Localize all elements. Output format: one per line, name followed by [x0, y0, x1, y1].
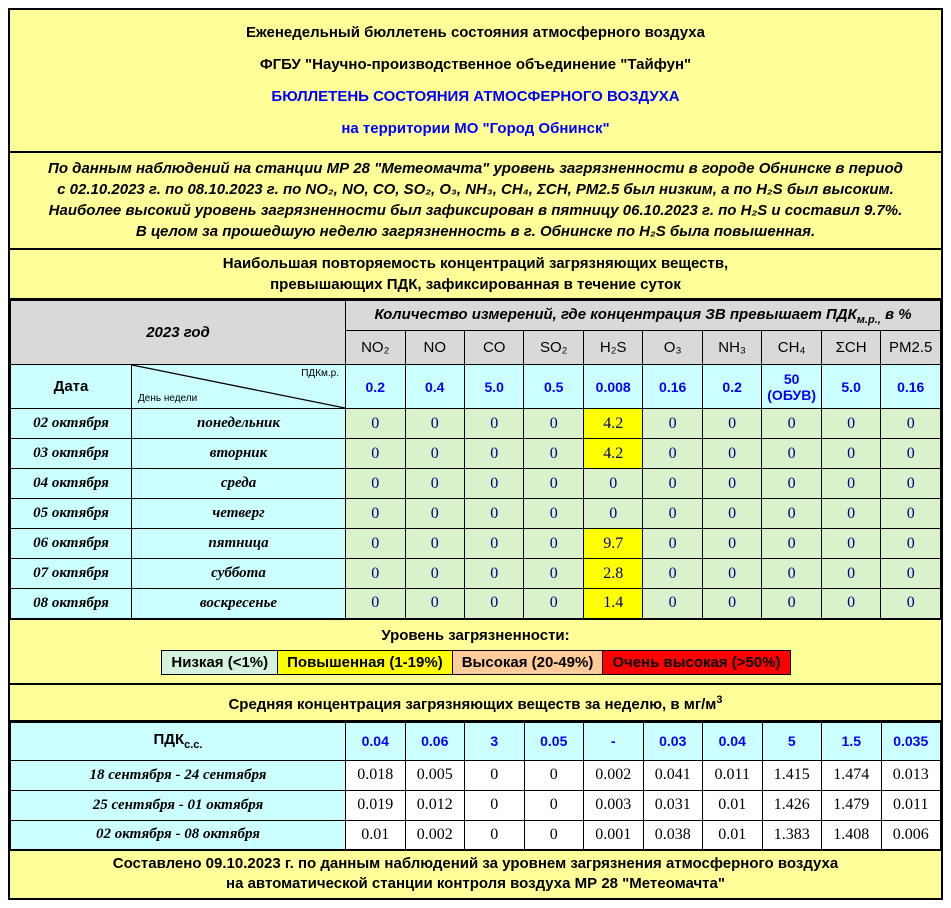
diagonal-split-cell	[132, 365, 346, 409]
exceedance-value-cell: 0	[405, 499, 464, 529]
exceedance-value-cell: 0	[524, 559, 583, 589]
exceedance-value-cell: 0	[702, 409, 761, 439]
exceedance-value-cell: 0	[346, 469, 405, 499]
legend-item: Высокая (20-49%)	[452, 650, 604, 675]
exceedance-value-cell: 0	[881, 499, 941, 529]
exceedance-value-cell: 0	[821, 559, 880, 589]
daily-exceedance-table	[10, 300, 941, 620]
pdk-ss-value: 0.035	[881, 722, 941, 760]
avg-value-cell: 0.001	[584, 820, 644, 850]
date-column-header: Дата	[11, 365, 132, 409]
exceedance-value-cell: 0	[643, 589, 702, 619]
exceedance-value-cell: 0	[583, 499, 642, 529]
daily-table-header-row-1	[11, 301, 941, 331]
pdk-ss-value: 3	[465, 722, 525, 760]
legend-row	[10, 650, 941, 675]
exceedance-value-cell: 0	[821, 439, 880, 469]
avg-value-cell: 0	[465, 820, 525, 850]
avg-value-cell: 0.002	[584, 760, 644, 790]
measurements-title-prefix: Количество измерений, где концентрация ЗВ превышает ПДК	[374, 305, 857, 323]
exceedance-value-cell: 4.2	[583, 409, 642, 439]
exceedance-value-cell: 0	[762, 559, 821, 589]
legend-item: Низкая (<1%)	[161, 650, 278, 675]
exceedance-value-cell: 0	[762, 469, 821, 499]
exceedance-value-cell: 0	[405, 529, 464, 559]
exceedance-value-cell: 0	[464, 469, 523, 499]
pdk-ss-value: 5	[762, 722, 822, 760]
avg-value-cell: 0.012	[405, 790, 465, 820]
pdk-ss-row	[11, 722, 941, 760]
exceedance-value-cell: 0	[702, 469, 761, 499]
pdk-mr-value: 0.5	[524, 365, 583, 409]
avg-value-cell: 0.006	[881, 820, 941, 850]
pdk-mr-value: 0.16	[643, 365, 702, 409]
exceedance-value-cell: 0	[881, 559, 941, 589]
exceedance-value-cell: 0	[702, 499, 761, 529]
daily-row	[11, 469, 941, 499]
exceedance-value-cell: 0	[346, 589, 405, 619]
date-cell: 02 октября	[11, 409, 132, 439]
exceedance-value-cell: 0	[405, 589, 464, 619]
diagonal-top-label: ПДКм.р.	[301, 368, 340, 379]
bulletin-page	[8, 8, 943, 900]
daily-row	[11, 529, 941, 559]
measurements-title-sub: м.р.,	[856, 313, 881, 326]
weekday-cell: вторник	[132, 439, 346, 469]
header-title-line-4: на территории МО "Город Обнинск"	[341, 120, 610, 137]
measurements-title-suffix: в %	[880, 305, 912, 323]
date-cell: 08 октября	[11, 589, 132, 619]
exceedance-value-cell: 2.8	[583, 559, 642, 589]
exceedance-value-cell: 0	[881, 589, 941, 619]
pdk-mr-value: 0.2	[346, 365, 405, 409]
header-title-line-2: ФГБУ "Научно-производственное объединение "Тайфун"	[259, 56, 692, 73]
summary-line-3: Наиболее высокий уровень загрязненности был зафиксирован в пятницу 06.10.2023 г. по H₂S и составил 9.7%.	[48, 202, 903, 219]
avg-value-cell: 1.408	[822, 820, 882, 850]
exceedance-value-cell: 4.2	[583, 439, 642, 469]
exceedance-value-cell: 0	[524, 529, 583, 559]
date-cell: 04 октября	[11, 469, 132, 499]
weekday-cell: воскресенье	[132, 589, 346, 619]
date-cell: 05 октября	[11, 499, 132, 529]
pdk-mr-value: 0.4	[405, 365, 464, 409]
avg-value-cell: 0.019	[346, 790, 406, 820]
weekday-cell: суббота	[132, 559, 346, 589]
exceedance-value-cell: 0	[346, 439, 405, 469]
summary-line-2: с 02.10.2023 г. по 08.10.2023 г. по NO₂, NO, CO, SO₂, O₃, NH₃, CH₄, ΣCH, PM2.5 был низким, а по H₂S был высоким.	[57, 181, 894, 198]
date-cell: 06 октября	[11, 529, 132, 559]
avg-value-cell: 0.01	[346, 820, 406, 850]
avg-row	[11, 790, 941, 820]
exceedance-value-cell: 0	[524, 409, 583, 439]
pollutant-header: CO	[464, 331, 523, 365]
exceedance-value-cell: 0	[464, 589, 523, 619]
exceedance-value-cell: 0	[346, 499, 405, 529]
exceedance-value-cell: 0	[821, 529, 880, 559]
summary-paragraph	[10, 153, 941, 250]
avg-section-title-text: Средняя концентрация загрязняющих веществ за неделю, в мг/м	[228, 695, 717, 713]
exceedance-value-cell: 0	[405, 469, 464, 499]
exceedance-value-cell: 0	[643, 469, 702, 499]
exceedance-value-cell: 0	[464, 409, 523, 439]
exceedance-value-cell: 0	[762, 529, 821, 559]
exceedance-value-cell: 0	[346, 529, 405, 559]
pollutant-header: NO	[405, 331, 464, 365]
legend-title: Уровень загрязненности:	[381, 626, 570, 644]
avg-value-cell: 0.01	[703, 820, 763, 850]
header-title-line-1: Еженедельный бюллетень состояния атмосферного воздуха	[246, 24, 705, 41]
pollutant-header: ΣCH	[821, 331, 880, 365]
avg-value-cell: 1.474	[822, 760, 882, 790]
avg-value-cell: 0.003	[584, 790, 644, 820]
daily-row	[11, 409, 941, 439]
avg-value-cell: 0.01	[703, 790, 763, 820]
avg-value-cell: 0.031	[643, 790, 703, 820]
date-cell: 07 октября	[11, 559, 132, 589]
pdk-ss-value: 0.05	[524, 722, 584, 760]
avg-value-cell: 0	[524, 760, 584, 790]
exceedance-value-cell: 0	[702, 529, 761, 559]
avg-value-cell: 0	[465, 760, 525, 790]
avg-value-cell: 0.018	[346, 760, 406, 790]
weekday-cell: среда	[132, 469, 346, 499]
legend-item: Повышенная (1-19%)	[277, 650, 453, 675]
avg-section-title-sup: 3	[716, 693, 723, 706]
period-cell: 02 октября - 08 октября	[11, 820, 346, 850]
exceedance-value-cell: 1.4	[583, 589, 642, 619]
avg-value-cell: 0.011	[703, 760, 763, 790]
exceedance-value-cell: 0	[524, 589, 583, 619]
pdk-ss-value: 0.06	[405, 722, 465, 760]
avg-value-cell: 1.383	[762, 820, 822, 850]
pollutant-header: H₂S	[583, 331, 642, 365]
exceedance-value-cell: 0	[524, 499, 583, 529]
exceedance-value-cell: 0	[643, 439, 702, 469]
exceedance-value-cell: 0	[762, 439, 821, 469]
avg-section-title	[10, 685, 941, 722]
pollutant-header: O₃	[643, 331, 702, 365]
footer	[10, 851, 941, 898]
daily-section-title-line-1: Наибольшая повторяемость концентраций загрязняющих веществ,	[222, 255, 729, 272]
exceedance-value-cell: 0	[643, 529, 702, 559]
pdk-mr-value: 5.0	[464, 365, 523, 409]
exceedance-value-cell: 0	[881, 409, 941, 439]
exceedance-value-cell: 0	[702, 589, 761, 619]
avg-row	[11, 820, 941, 850]
pdk-ss-prefix: ПДК	[153, 731, 185, 748]
exceedance-value-cell: 0	[702, 559, 761, 589]
pollutant-header: NH₃	[702, 331, 761, 365]
exceedance-value-cell: 0	[762, 589, 821, 619]
pollutant-header: NO₂	[346, 331, 405, 365]
pdk-ss-value: 0.04	[346, 722, 406, 760]
avg-value-cell: 0.011	[881, 790, 941, 820]
exceedance-value-cell: 0	[821, 469, 880, 499]
daily-row	[11, 499, 941, 529]
exceedance-value-cell: 0	[762, 499, 821, 529]
avg-value-cell: 0.002	[405, 820, 465, 850]
exceedance-value-cell: 0	[464, 529, 523, 559]
exceedance-value-cell: 0	[881, 469, 941, 499]
pdk-ss-sub: с.с.	[184, 739, 203, 751]
avg-value-cell: 0.013	[881, 760, 941, 790]
measurements-title	[346, 301, 941, 331]
pdk-mr-value: 50 (ОБУВ)	[762, 365, 821, 409]
exceedance-value-cell: 0	[346, 409, 405, 439]
pollutant-header: PM2.5	[881, 331, 941, 365]
exceedance-value-cell: 0	[821, 409, 880, 439]
exceedance-value-cell: 0	[464, 439, 523, 469]
pdk-ss-value: 0.03	[643, 722, 703, 760]
header	[10, 10, 941, 153]
exceedance-value-cell: 0	[821, 589, 880, 619]
period-cell: 18 сентября - 24 сентября	[11, 760, 346, 790]
exceedance-value-cell: 0	[881, 529, 941, 559]
avg-value-cell: 0	[524, 790, 584, 820]
pdk-ss-value: 1.5	[822, 722, 882, 760]
pollutant-header: SO₂	[524, 331, 583, 365]
period-cell: 25 сентября - 01 октября	[11, 790, 346, 820]
exceedance-value-cell: 0	[583, 469, 642, 499]
exceedance-value-cell: 0	[881, 439, 941, 469]
diagonal-bottom-label: День недели	[138, 393, 198, 404]
date-cell: 03 октября	[11, 439, 132, 469]
pdk-mr-row	[11, 365, 941, 409]
avg-value-cell: 0.005	[405, 760, 465, 790]
avg-value-cell: 1.479	[822, 790, 882, 820]
exceedance-value-cell: 0	[405, 409, 464, 439]
header-title-line-3: БЮЛЛЕТЕНЬ СОСТОЯНИЯ АТМОСФЕРНОГО ВОЗДУХА	[271, 88, 680, 105]
exceedance-value-cell: 0	[524, 439, 583, 469]
avg-concentration-table	[10, 722, 941, 852]
year-label: 2023 год	[11, 301, 346, 365]
pdk-ss-value: 0.04	[703, 722, 763, 760]
exceedance-value-cell: 0	[524, 469, 583, 499]
daily-section-title	[10, 250, 941, 300]
daily-section-title-line-2: превышающих ПДК, зафиксированная в течение суток	[270, 276, 681, 293]
pollutant-header: CH₄	[762, 331, 821, 365]
pdk-mr-value: 0.2	[702, 365, 761, 409]
exceedance-value-cell: 0	[702, 439, 761, 469]
pdk-ss-value: -	[584, 722, 644, 760]
avg-value-cell: 0.041	[643, 760, 703, 790]
weekday-cell: понедельник	[132, 409, 346, 439]
avg-value-cell: 0	[465, 790, 525, 820]
exceedance-value-cell: 0	[762, 409, 821, 439]
avg-value-cell: 0	[524, 820, 584, 850]
exceedance-value-cell: 0	[643, 409, 702, 439]
pdk-mr-value: 0.16	[881, 365, 941, 409]
exceedance-value-cell: 9.7	[583, 529, 642, 559]
exceedance-value-cell: 0	[643, 499, 702, 529]
daily-row	[11, 589, 941, 619]
exceedance-value-cell: 0	[346, 559, 405, 589]
daily-row	[11, 559, 941, 589]
pollution-level-legend	[10, 620, 941, 685]
exceedance-value-cell: 0	[821, 499, 880, 529]
avg-value-cell: 1.426	[762, 790, 822, 820]
footer-line-1: Составлено 09.10.2023 г. по данным наблюдений за уровнем загрязнения атмосферного воздуха	[112, 855, 839, 872]
exceedance-value-cell: 0	[643, 559, 702, 589]
footer-line-2: на автоматической станции контроля воздуха МР 28 "Метеомачта"	[226, 875, 725, 892]
pdk-mr-value: 0.008	[583, 365, 642, 409]
summary-line-1: По данным наблюдений на станции МР 28 "Метеомачта" уровень загрязненности в городе Обнинске в период	[48, 160, 903, 177]
pdk-mr-value: 5.0	[821, 365, 880, 409]
weekday-cell: пятница	[132, 529, 346, 559]
exceedance-value-cell: 0	[405, 559, 464, 589]
summary-line-4: В целом за прошедшую неделю загрязненность в г. Обнинске по H₂S была повышенная.	[135, 223, 816, 240]
exceedance-value-cell: 0	[405, 439, 464, 469]
weekday-cell: четверг	[132, 499, 346, 529]
avg-value-cell: 1.415	[762, 760, 822, 790]
avg-value-cell: 0.038	[643, 820, 703, 850]
exceedance-value-cell: 0	[464, 559, 523, 589]
daily-row	[11, 439, 941, 469]
pdk-ss-label	[11, 722, 346, 760]
avg-row	[11, 760, 941, 790]
exceedance-value-cell: 0	[464, 499, 523, 529]
legend-item: Очень высокая (>50%)	[602, 650, 790, 675]
